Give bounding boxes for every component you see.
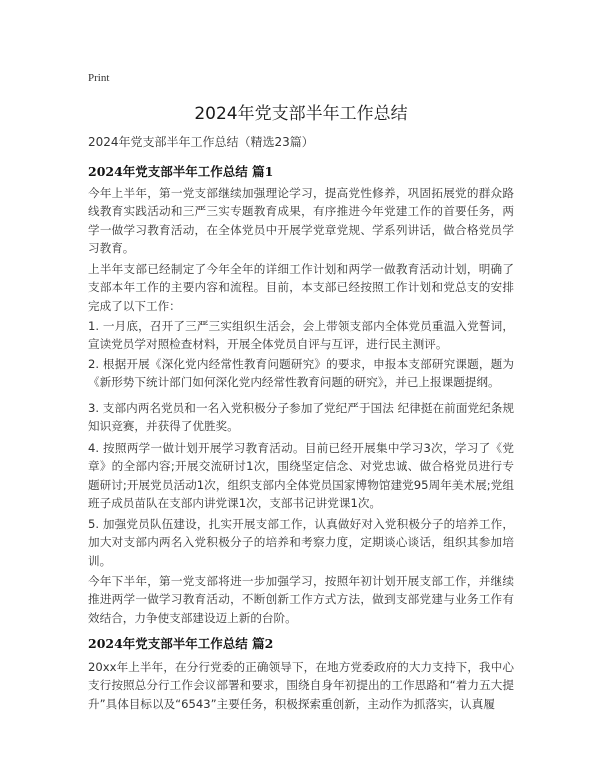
paragraph-2-1: 20xx年上半年，在分行党委的正确领导下，在地方党委政府的大力支持下，我中心支行按照总分行工作会议部署和要求，围绕自身年初提出的工作思路和“着力五大提升”具体目标以及“6543”主要任务，积极探索重创新，主动作为抓落实，认真履 (88, 659, 514, 711)
section-heading-1: 2024年党支部半年工作总结 篇1 (88, 164, 274, 179)
section-heading-2: 2024年党支部半年工作总结 篇2 (88, 636, 274, 651)
paragraph-1-7: 5. 加强党员队伍建设，扎实开展支部工作，认真做好对入党积极分子的培养工作，加大对支部内两名入党积极分子的培养和考察力度，定期谈心谈话，组织其参加培训。 (88, 516, 514, 568)
paragraph-1-5: 3. 支部内两名党员和一名入党积极分子参加了党纪严于国法 纪律挺在前面党纪条规知识竞赛，并获得了优胜奖。 (88, 400, 514, 434)
paragraph-1-2: 上半年支部已经制定了今年全年的详细工作计划和两学一做教育活动计划，明确了支部本年工作的主要内容和流程。目前，本支部已经按照工作计划和党总支的安排完成了以下工作： (88, 261, 514, 313)
print-link[interactable]: Print (88, 72, 110, 84)
page-title: 2024年党支部半年工作总结 (194, 104, 408, 124)
paragraph-1-4: 2. 根据开展《深化党内经常性教育问题研究》的要求，申报本支部研究课题，题为《新形势下统计部门如何深化党内经常性教育问题的研究》，并已上报课题提纲。 (88, 356, 514, 390)
paragraph-1-6: 4. 按照两学一做计划开展学习教育活动。目前已经开展集中学习3次，学习了《党章》的全部内容;开展交流研讨1次，围绕坚定信念、对党忠诚、做合格党员进行专题研讨;开展党员活动1次，组织支部内全体党员国家博物馆建党95周年美术展;党组班子成员苗队在支部内讲党课1次，支部书记讲党课1次。 (88, 440, 514, 511)
paragraph-1-1: 今年上半年，第一党支部继续加强理论学习，提高党性修养，巩固拓展党的群众路线教育实践活动和三严三实专题教育成果，有序推进今年党建工作的首要任务，两学一做学习教育活动，在全体党员中开展学党章党规、学系列讲话，做合格党员学习教育。 (88, 185, 514, 256)
paragraph-1-8: 今年下半年，第一党支部将进一步加强学习，按照年初计划开展支部工作，并继续推进两学一做学习教育活动，不断创新工作方式方法，做到支部党建与业务工作有效结合，力争使支部建设迈上新的台阶。 (88, 573, 514, 625)
document-subtitle: 2024年党支部半年工作总结（精选23篇） (88, 135, 314, 149)
paragraph-1-3: 1. 一月底，召开了三严三实组织生活会，会上带领支部内全体党员重温入党誓词，宣读党员学对照检查材料，开展全体党员自评与互评，进行民主测评。 (88, 318, 514, 352)
